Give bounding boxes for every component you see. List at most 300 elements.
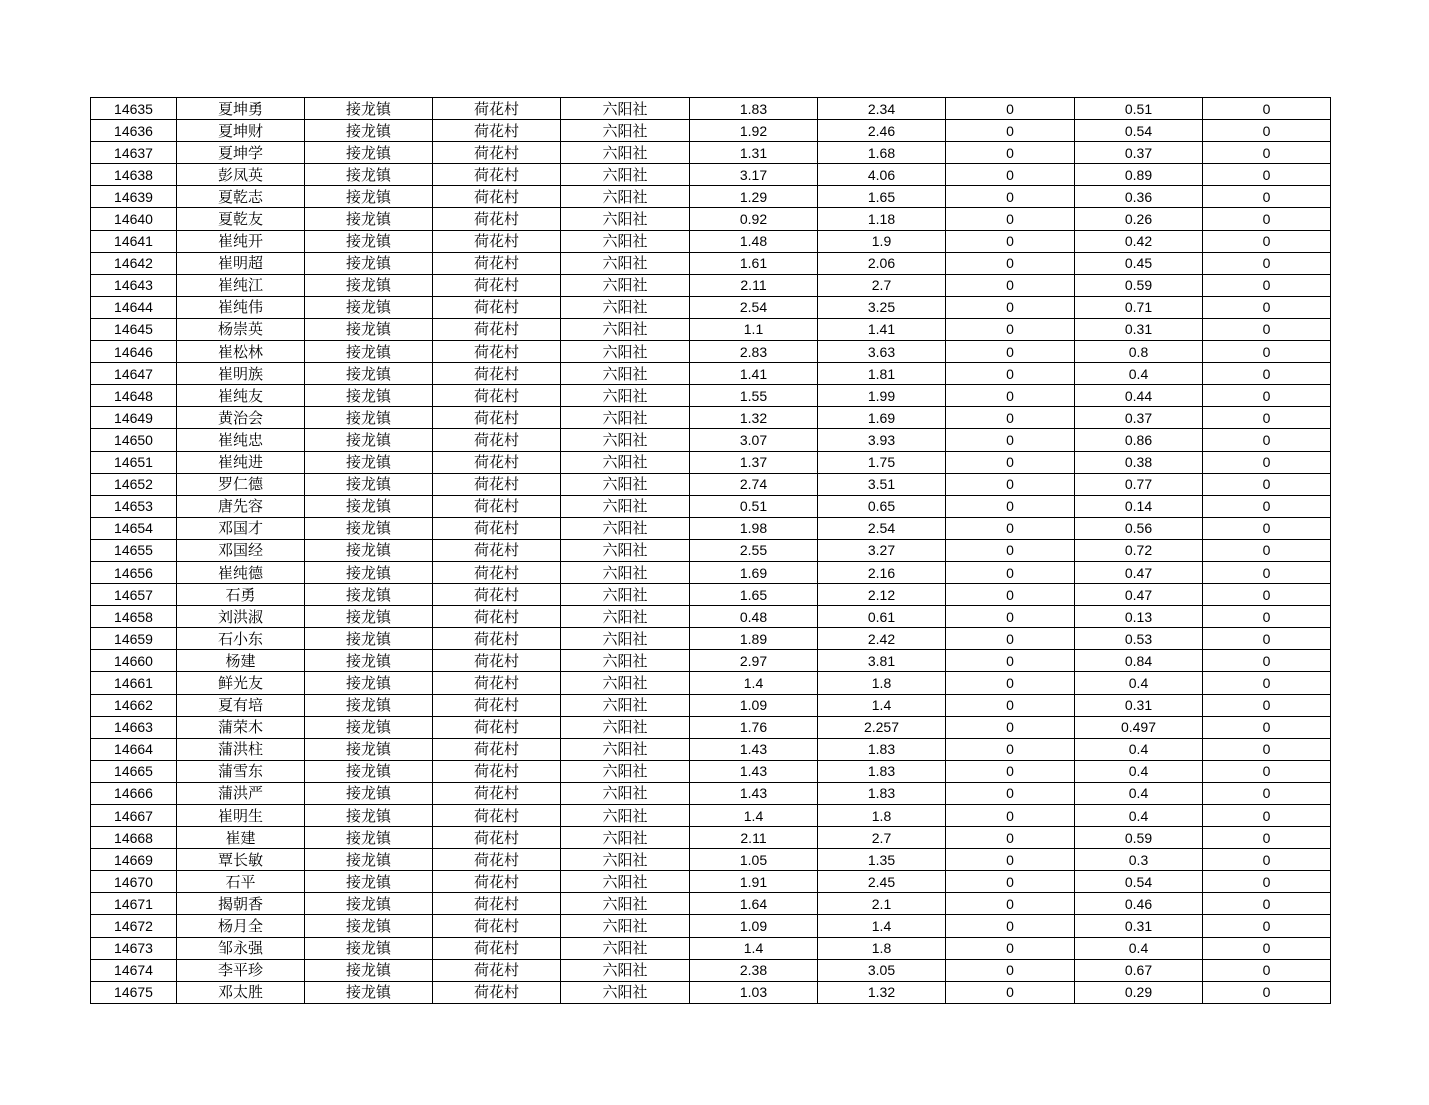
value-b-cell: 3.25 — [818, 296, 946, 318]
name-cell: 蒲荣木 — [177, 716, 305, 738]
value-b-cell: 3.51 — [818, 473, 946, 495]
group-cell: 六阳社 — [561, 782, 690, 804]
value-d-cell: 0.77 — [1075, 473, 1203, 495]
table-row — [91, 937, 1331, 959]
name-cell: 崔纯伟 — [177, 296, 305, 318]
value-c-cell: 0 — [946, 142, 1075, 164]
value-a-cell: 2.83 — [690, 341, 818, 363]
group-cell: 六阳社 — [561, 738, 690, 760]
value-e-cell: 0 — [1203, 363, 1331, 385]
group-cell: 六阳社 — [561, 517, 690, 539]
value-c-cell: 0 — [946, 186, 1075, 208]
group-cell: 六阳社 — [561, 341, 690, 363]
value-e-cell: 0 — [1203, 738, 1331, 760]
table-row — [91, 827, 1331, 849]
value-c-cell: 0 — [946, 849, 1075, 871]
table-row — [91, 473, 1331, 495]
value-d-cell: 0.45 — [1075, 252, 1203, 274]
value-a-cell: 1.29 — [690, 186, 818, 208]
name-cell: 崔明生 — [177, 805, 305, 827]
value-c-cell: 0 — [946, 959, 1075, 981]
value-a-cell: 1.4 — [690, 805, 818, 827]
id-cell: 14657 — [91, 584, 177, 606]
group-cell: 六阳社 — [561, 959, 690, 981]
town-cell: 接龙镇 — [305, 959, 433, 981]
id-cell: 14662 — [91, 694, 177, 716]
village-cell: 荷花村 — [433, 915, 561, 937]
id-cell: 14670 — [91, 871, 177, 893]
village-cell: 荷花村 — [433, 716, 561, 738]
id-cell: 14654 — [91, 517, 177, 539]
table-row — [91, 230, 1331, 252]
value-c-cell: 0 — [946, 517, 1075, 539]
village-cell: 荷花村 — [433, 981, 561, 1003]
value-b-cell: 2.45 — [818, 871, 946, 893]
value-c-cell: 0 — [946, 694, 1075, 716]
value-d-cell: 0.4 — [1075, 738, 1203, 760]
value-a-cell: 1.91 — [690, 871, 818, 893]
value-c-cell: 0 — [946, 495, 1075, 517]
table-row — [91, 628, 1331, 650]
value-e-cell: 0 — [1203, 827, 1331, 849]
value-c-cell: 0 — [946, 650, 1075, 672]
value-b-cell: 2.54 — [818, 517, 946, 539]
name-cell: 夏坤勇 — [177, 98, 305, 120]
value-b-cell: 3.81 — [818, 650, 946, 672]
table-body — [91, 98, 1331, 1004]
table-row — [91, 915, 1331, 937]
group-cell: 六阳社 — [561, 539, 690, 561]
table-row — [91, 959, 1331, 981]
table-row — [91, 738, 1331, 760]
name-cell: 邹永强 — [177, 937, 305, 959]
village-cell: 荷花村 — [433, 517, 561, 539]
group-cell: 六阳社 — [561, 385, 690, 407]
id-cell: 14665 — [91, 760, 177, 782]
table-row — [91, 760, 1331, 782]
value-b-cell: 1.18 — [818, 208, 946, 230]
data-table — [90, 97, 1331, 1004]
name-cell: 石平 — [177, 871, 305, 893]
value-b-cell: 1.4 — [818, 915, 946, 937]
id-cell: 14664 — [91, 738, 177, 760]
id-cell: 14649 — [91, 407, 177, 429]
table-row — [91, 363, 1331, 385]
name-cell: 邓国经 — [177, 539, 305, 561]
village-cell: 荷花村 — [433, 628, 561, 650]
value-c-cell: 0 — [946, 539, 1075, 561]
value-d-cell: 0.89 — [1075, 164, 1203, 186]
group-cell: 六阳社 — [561, 429, 690, 451]
village-cell: 荷花村 — [433, 274, 561, 296]
value-e-cell: 0 — [1203, 429, 1331, 451]
value-d-cell: 0.47 — [1075, 561, 1203, 583]
village-cell: 荷花村 — [433, 672, 561, 694]
table-row — [91, 296, 1331, 318]
value-c-cell: 0 — [946, 318, 1075, 340]
name-cell: 夏坤财 — [177, 120, 305, 142]
town-cell: 接龙镇 — [305, 849, 433, 871]
value-e-cell: 0 — [1203, 539, 1331, 561]
value-e-cell: 0 — [1203, 760, 1331, 782]
name-cell: 覃长敏 — [177, 849, 305, 871]
id-cell: 14645 — [91, 318, 177, 340]
village-cell: 荷花村 — [433, 539, 561, 561]
id-cell: 14643 — [91, 274, 177, 296]
value-c-cell: 0 — [946, 584, 1075, 606]
town-cell: 接龙镇 — [305, 716, 433, 738]
village-cell: 荷花村 — [433, 760, 561, 782]
name-cell: 崔纯友 — [177, 385, 305, 407]
value-a-cell: 1.61 — [690, 252, 818, 274]
town-cell: 接龙镇 — [305, 561, 433, 583]
town-cell: 接龙镇 — [305, 672, 433, 694]
id-cell: 14650 — [91, 429, 177, 451]
value-c-cell: 0 — [946, 893, 1075, 915]
table-row — [91, 318, 1331, 340]
table-row — [91, 981, 1331, 1003]
name-cell: 蒲雪东 — [177, 760, 305, 782]
value-b-cell: 0.61 — [818, 606, 946, 628]
id-cell: 14637 — [91, 142, 177, 164]
value-e-cell: 0 — [1203, 893, 1331, 915]
name-cell: 崔明超 — [177, 252, 305, 274]
group-cell: 六阳社 — [561, 672, 690, 694]
value-e-cell: 0 — [1203, 672, 1331, 694]
id-cell: 14644 — [91, 296, 177, 318]
village-cell: 荷花村 — [433, 827, 561, 849]
town-cell: 接龙镇 — [305, 164, 433, 186]
village-cell: 荷花村 — [433, 296, 561, 318]
value-d-cell: 0.4 — [1075, 805, 1203, 827]
value-c-cell: 0 — [946, 252, 1075, 274]
village-cell: 荷花村 — [433, 164, 561, 186]
table-row — [91, 341, 1331, 363]
village-cell: 荷花村 — [433, 208, 561, 230]
value-c-cell: 0 — [946, 628, 1075, 650]
town-cell: 接龙镇 — [305, 539, 433, 561]
value-e-cell: 0 — [1203, 451, 1331, 473]
value-d-cell: 0.8 — [1075, 341, 1203, 363]
value-e-cell: 0 — [1203, 164, 1331, 186]
value-e-cell: 0 — [1203, 98, 1331, 120]
value-a-cell: 1.09 — [690, 915, 818, 937]
id-cell: 14663 — [91, 716, 177, 738]
group-cell: 六阳社 — [561, 98, 690, 120]
value-e-cell: 0 — [1203, 959, 1331, 981]
name-cell: 夏有培 — [177, 694, 305, 716]
value-b-cell: 1.9 — [818, 230, 946, 252]
value-b-cell: 3.63 — [818, 341, 946, 363]
town-cell: 接龙镇 — [305, 495, 433, 517]
value-d-cell: 0.26 — [1075, 208, 1203, 230]
table-row — [91, 782, 1331, 804]
value-b-cell: 2.1 — [818, 893, 946, 915]
village-cell: 荷花村 — [433, 959, 561, 981]
value-e-cell: 0 — [1203, 849, 1331, 871]
value-c-cell: 0 — [946, 981, 1075, 1003]
group-cell: 六阳社 — [561, 650, 690, 672]
group-cell: 六阳社 — [561, 318, 690, 340]
table-row — [91, 716, 1331, 738]
value-c-cell: 0 — [946, 429, 1075, 451]
value-b-cell: 1.81 — [818, 363, 946, 385]
village-cell: 荷花村 — [433, 318, 561, 340]
value-b-cell: 1.99 — [818, 385, 946, 407]
value-b-cell: 1.32 — [818, 981, 946, 1003]
value-d-cell: 0.13 — [1075, 606, 1203, 628]
name-cell: 崔松林 — [177, 341, 305, 363]
value-b-cell: 1.83 — [818, 738, 946, 760]
value-b-cell: 2.06 — [818, 252, 946, 274]
village-cell: 荷花村 — [433, 407, 561, 429]
id-cell: 14655 — [91, 539, 177, 561]
table-row — [91, 164, 1331, 186]
value-a-cell: 1.31 — [690, 142, 818, 164]
value-a-cell: 2.54 — [690, 296, 818, 318]
value-c-cell: 0 — [946, 407, 1075, 429]
value-b-cell: 2.7 — [818, 274, 946, 296]
value-d-cell: 0.84 — [1075, 650, 1203, 672]
group-cell: 六阳社 — [561, 716, 690, 738]
name-cell: 彭凤英 — [177, 164, 305, 186]
group-cell: 六阳社 — [561, 296, 690, 318]
value-b-cell: 4.06 — [818, 164, 946, 186]
value-a-cell: 1.48 — [690, 230, 818, 252]
value-e-cell: 0 — [1203, 584, 1331, 606]
name-cell: 杨崇英 — [177, 318, 305, 340]
value-d-cell: 0.37 — [1075, 142, 1203, 164]
village-cell: 荷花村 — [433, 98, 561, 120]
name-cell: 杨建 — [177, 650, 305, 672]
town-cell: 接龙镇 — [305, 628, 433, 650]
name-cell: 唐先容 — [177, 495, 305, 517]
village-cell: 荷花村 — [433, 849, 561, 871]
value-c-cell: 0 — [946, 473, 1075, 495]
table-row — [91, 98, 1331, 120]
group-cell: 六阳社 — [561, 407, 690, 429]
value-c-cell: 0 — [946, 827, 1075, 849]
village-cell: 荷花村 — [433, 120, 561, 142]
value-e-cell: 0 — [1203, 981, 1331, 1003]
value-a-cell: 1.4 — [690, 672, 818, 694]
town-cell: 接龙镇 — [305, 473, 433, 495]
town-cell: 接龙镇 — [305, 274, 433, 296]
name-cell: 夏乾友 — [177, 208, 305, 230]
town-cell: 接龙镇 — [305, 915, 433, 937]
table-row — [91, 142, 1331, 164]
table-row — [91, 584, 1331, 606]
value-b-cell: 1.75 — [818, 451, 946, 473]
value-c-cell: 0 — [946, 606, 1075, 628]
value-c-cell: 0 — [946, 716, 1075, 738]
value-c-cell: 0 — [946, 805, 1075, 827]
value-a-cell: 2.38 — [690, 959, 818, 981]
name-cell: 刘洪淑 — [177, 606, 305, 628]
group-cell: 六阳社 — [561, 871, 690, 893]
table-row — [91, 429, 1331, 451]
group-cell: 六阳社 — [561, 230, 690, 252]
value-e-cell: 0 — [1203, 628, 1331, 650]
group-cell: 六阳社 — [561, 981, 690, 1003]
group-cell: 六阳社 — [561, 561, 690, 583]
town-cell: 接龙镇 — [305, 296, 433, 318]
value-c-cell: 0 — [946, 164, 1075, 186]
town-cell: 接龙镇 — [305, 318, 433, 340]
village-cell: 荷花村 — [433, 186, 561, 208]
value-c-cell: 0 — [946, 341, 1075, 363]
name-cell: 揭朝香 — [177, 893, 305, 915]
value-b-cell: 1.68 — [818, 142, 946, 164]
value-d-cell: 0.4 — [1075, 363, 1203, 385]
value-b-cell: 1.8 — [818, 937, 946, 959]
village-cell: 荷花村 — [433, 230, 561, 252]
group-cell: 六阳社 — [561, 363, 690, 385]
value-b-cell: 2.12 — [818, 584, 946, 606]
value-d-cell: 0.59 — [1075, 274, 1203, 296]
value-b-cell: 3.05 — [818, 959, 946, 981]
value-c-cell: 0 — [946, 230, 1075, 252]
value-d-cell: 0.4 — [1075, 672, 1203, 694]
group-cell: 六阳社 — [561, 849, 690, 871]
group-cell: 六阳社 — [561, 606, 690, 628]
value-e-cell: 0 — [1203, 208, 1331, 230]
value-e-cell: 0 — [1203, 341, 1331, 363]
value-e-cell: 0 — [1203, 561, 1331, 583]
id-cell: 14651 — [91, 451, 177, 473]
value-c-cell: 0 — [946, 451, 1075, 473]
village-cell: 荷花村 — [433, 606, 561, 628]
value-b-cell: 2.46 — [818, 120, 946, 142]
value-e-cell: 0 — [1203, 385, 1331, 407]
value-e-cell: 0 — [1203, 805, 1331, 827]
group-cell: 六阳社 — [561, 694, 690, 716]
value-e-cell: 0 — [1203, 274, 1331, 296]
value-e-cell: 0 — [1203, 606, 1331, 628]
name-cell: 鲜光友 — [177, 672, 305, 694]
village-cell: 荷花村 — [433, 341, 561, 363]
town-cell: 接龙镇 — [305, 694, 433, 716]
value-a-cell: 1.55 — [690, 385, 818, 407]
value-a-cell: 1.43 — [690, 760, 818, 782]
village-cell: 荷花村 — [433, 805, 561, 827]
village-cell: 荷花村 — [433, 385, 561, 407]
value-b-cell: 1.8 — [818, 672, 946, 694]
value-b-cell: 2.42 — [818, 628, 946, 650]
value-d-cell: 0.54 — [1075, 871, 1203, 893]
name-cell: 夏坤学 — [177, 142, 305, 164]
id-cell: 14673 — [91, 937, 177, 959]
town-cell: 接龙镇 — [305, 341, 433, 363]
value-b-cell: 3.93 — [818, 429, 946, 451]
table-row — [91, 606, 1331, 628]
village-cell: 荷花村 — [433, 782, 561, 804]
value-a-cell: 1.05 — [690, 849, 818, 871]
value-a-cell: 1.83 — [690, 98, 818, 120]
group-cell: 六阳社 — [561, 252, 690, 274]
village-cell: 荷花村 — [433, 694, 561, 716]
town-cell: 接龙镇 — [305, 606, 433, 628]
value-a-cell: 1.69 — [690, 561, 818, 583]
name-cell: 石勇 — [177, 584, 305, 606]
value-b-cell: 1.8 — [818, 805, 946, 827]
value-d-cell: 0.4 — [1075, 937, 1203, 959]
value-c-cell: 0 — [946, 561, 1075, 583]
value-c-cell: 0 — [946, 385, 1075, 407]
name-cell: 崔建 — [177, 827, 305, 849]
group-cell: 六阳社 — [561, 186, 690, 208]
value-b-cell: 1.4 — [818, 694, 946, 716]
group-cell: 六阳社 — [561, 164, 690, 186]
id-cell: 14661 — [91, 672, 177, 694]
village-cell: 荷花村 — [433, 893, 561, 915]
value-e-cell: 0 — [1203, 252, 1331, 274]
village-cell: 荷花村 — [433, 738, 561, 760]
value-b-cell: 2.257 — [818, 716, 946, 738]
town-cell: 接龙镇 — [305, 407, 433, 429]
value-a-cell: 1.03 — [690, 981, 818, 1003]
value-d-cell: 0.67 — [1075, 959, 1203, 981]
value-d-cell: 0.51 — [1075, 98, 1203, 120]
town-cell: 接龙镇 — [305, 363, 433, 385]
value-a-cell: 2.55 — [690, 539, 818, 561]
name-cell: 罗仁德 — [177, 473, 305, 495]
value-c-cell: 0 — [946, 738, 1075, 760]
value-a-cell: 1.41 — [690, 363, 818, 385]
value-a-cell: 1.64 — [690, 893, 818, 915]
name-cell: 崔纯进 — [177, 451, 305, 473]
group-cell: 六阳社 — [561, 760, 690, 782]
value-d-cell: 0.47 — [1075, 584, 1203, 606]
value-e-cell: 0 — [1203, 142, 1331, 164]
value-d-cell: 0.72 — [1075, 539, 1203, 561]
town-cell: 接龙镇 — [305, 937, 433, 959]
name-cell: 崔纯德 — [177, 561, 305, 583]
town-cell: 接龙镇 — [305, 451, 433, 473]
value-a-cell: 0.48 — [690, 606, 818, 628]
table-row — [91, 274, 1331, 296]
value-d-cell: 0.71 — [1075, 296, 1203, 318]
group-cell: 六阳社 — [561, 893, 690, 915]
value-b-cell: 2.7 — [818, 827, 946, 849]
id-cell: 14642 — [91, 252, 177, 274]
value-d-cell: 0.38 — [1075, 451, 1203, 473]
id-cell: 14667 — [91, 805, 177, 827]
table-row — [91, 805, 1331, 827]
value-d-cell: 0.31 — [1075, 318, 1203, 340]
name-cell: 崔明族 — [177, 363, 305, 385]
table-row — [91, 871, 1331, 893]
value-e-cell: 0 — [1203, 871, 1331, 893]
town-cell: 接龙镇 — [305, 871, 433, 893]
value-a-cell: 2.97 — [690, 650, 818, 672]
group-cell: 六阳社 — [561, 915, 690, 937]
value-a-cell: 1.89 — [690, 628, 818, 650]
group-cell: 六阳社 — [561, 628, 690, 650]
value-d-cell: 0.497 — [1075, 716, 1203, 738]
value-a-cell: 1.76 — [690, 716, 818, 738]
group-cell: 六阳社 — [561, 120, 690, 142]
town-cell: 接龙镇 — [305, 650, 433, 672]
value-c-cell: 0 — [946, 672, 1075, 694]
value-e-cell: 0 — [1203, 120, 1331, 142]
value-d-cell: 0.14 — [1075, 495, 1203, 517]
value-a-cell: 1.98 — [690, 517, 818, 539]
town-cell: 接龙镇 — [305, 981, 433, 1003]
town-cell: 接龙镇 — [305, 230, 433, 252]
town-cell: 接龙镇 — [305, 98, 433, 120]
group-cell: 六阳社 — [561, 451, 690, 473]
